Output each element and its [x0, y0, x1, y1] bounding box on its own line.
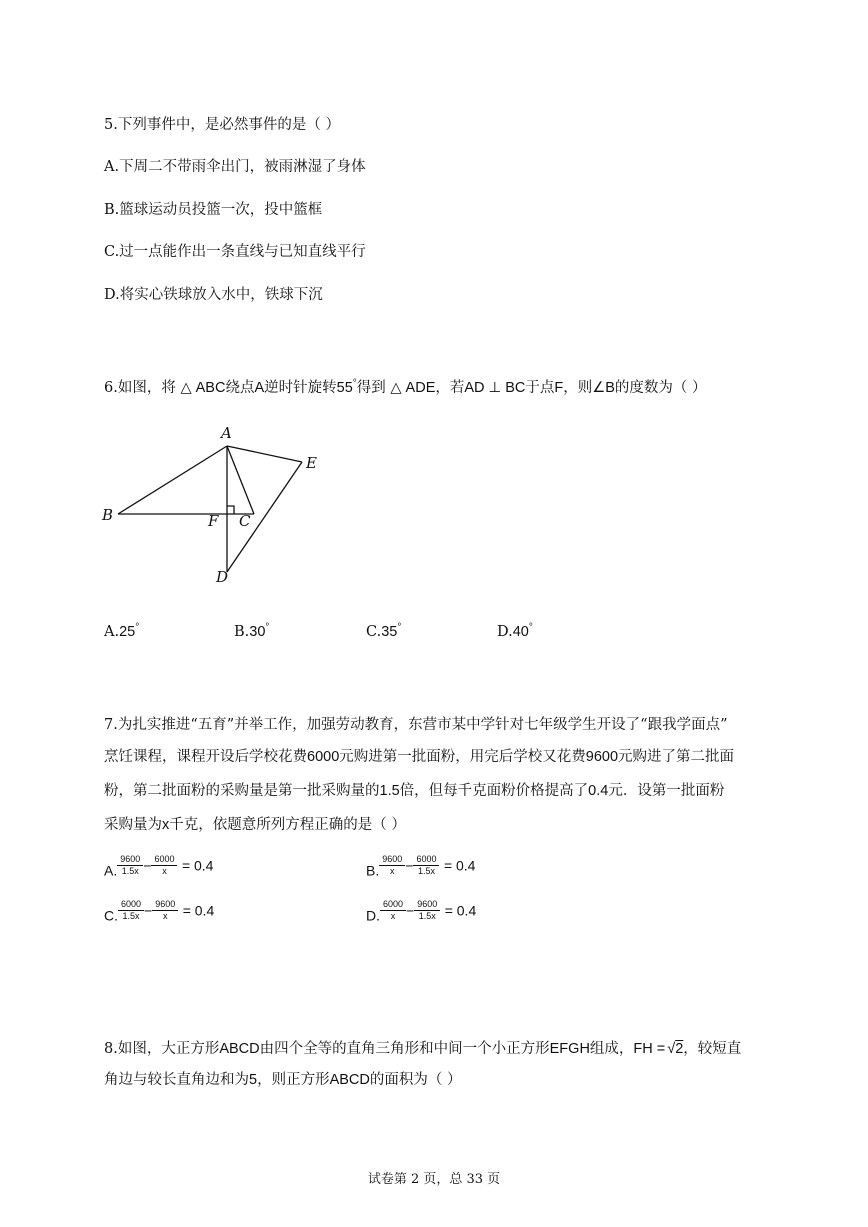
fraction: $\frac{9600}{1.5x}$: [414, 899, 440, 922]
q5-option-c: C.过一点能作出一条直线与已知直线平行: [104, 244, 366, 260]
q6-geometry-figure: [96, 420, 336, 590]
page-footer: 试卷第 2 页，总 33 页: [367, 1172, 501, 1187]
q6-option-c: C.35°: [366, 622, 402, 640]
q7-line-1: 7.为扎实推进“五育”并举工作，加强劳动教育，东营市某中学针对七年级学生开设了“跟我学面点”: [104, 717, 728, 733]
q7-line-3: 粉，第二批面粉的采购量是第一批采购量的1.5倍，但每千克面粉价格提高了0.4元．设第一批面粉: [104, 783, 725, 799]
fraction: $\frac{9600}{x}$: [152, 899, 178, 922]
segment-ab: [118, 446, 227, 514]
q7-option-c: C. $\frac{6000}{1.5x}$ − $\frac{9600}{x}$ = 0.4: [104, 899, 215, 924]
label-c: C: [239, 512, 251, 530]
label-a: A: [221, 424, 232, 442]
q7-option-a: A. $\frac{9600}{1.5x}$ − $\frac{6000}{x}$ = 0.4: [104, 854, 214, 879]
fraction: $\frac{6000}{x}$: [380, 899, 406, 922]
q7-option-b: B. $\frac{9600}{x}$ − $\frac{6000}{1.5x}$ = 0.4: [366, 854, 476, 879]
q5-option-b: B.篮球运动员投篮一次，投中篮框: [104, 202, 323, 218]
q7-line-4: 采购量为x千克，依题意所列方程正确的是（ ）: [104, 817, 406, 833]
q5-option-d: D.将实心铁球放入水中，铁球下沉: [104, 287, 323, 303]
q6-option-a: A.25°: [104, 622, 140, 640]
fraction: $\frac{6000}{x}$: [151, 854, 177, 877]
segment-ae: [227, 446, 302, 462]
q7-line-2: 烹饪课程，课程开设后学校花费6000元购进第一批面粉，用完后学校又花费9600元购进了第二批面: [104, 749, 735, 765]
q5-stem: 5.下列事件中，是必然事件的是（ ）: [104, 117, 340, 133]
sqrt-radical: √2: [667, 1041, 684, 1057]
fraction: $\frac{9600}{1.5x}$: [117, 854, 143, 877]
q6-stem: 6.如图，将 △ ABC绕点A逆时针旋转55°得到 △ ADE，若AD ⊥ BC于点F，则∠B的度数为（ ）: [104, 378, 707, 396]
q7-option-d: D. $\frac{6000}{x}$ − $\frac{9600}{1.5x}$ = 0.4: [366, 899, 477, 924]
label-b: B: [102, 506, 114, 524]
fraction: $\frac{6000}{1.5x}$: [413, 854, 439, 877]
q6-option-d: D.40°: [497, 622, 533, 640]
label-d: D: [216, 568, 229, 586]
q5-option-a: A.下周二不带雨伞出门，被雨淋湿了身体: [104, 159, 366, 175]
label-e: E: [306, 454, 317, 472]
label-f: F: [208, 512, 219, 530]
fraction: $\frac{9600}{x}$: [379, 854, 405, 877]
q8-line-1: 8.如图，大正方形ABCD由四个全等的直角三角形和中间一个小正方形EFGH组成，FH = √2，较短直: [104, 1041, 742, 1057]
q6-option-b: B.30°: [234, 622, 270, 640]
q8-line-2: 角边与较长直角边和为5，则正方形ABCD的面积为（ ）: [104, 1072, 462, 1088]
right-angle-mark: [227, 506, 234, 514]
fraction: $\frac{6000}{1.5x}$: [118, 899, 144, 922]
segment-ac: [227, 446, 254, 514]
